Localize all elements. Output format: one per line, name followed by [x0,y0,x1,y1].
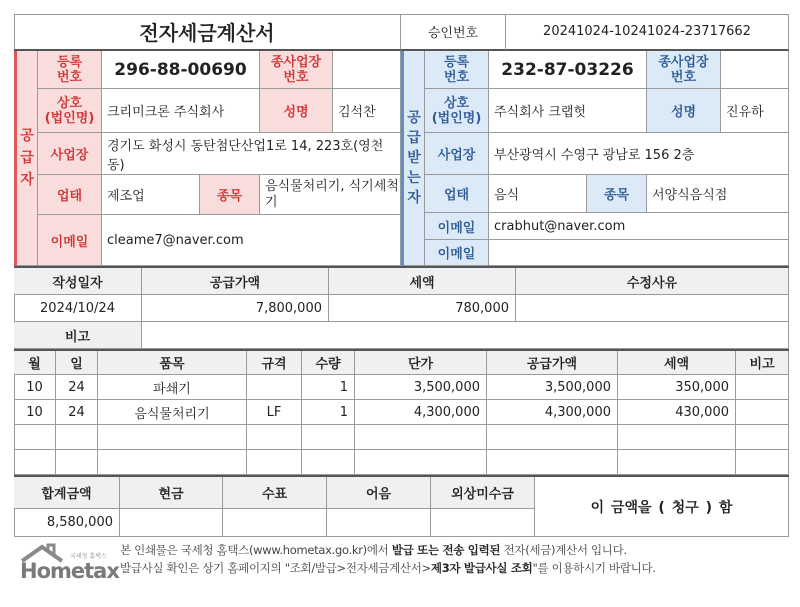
items-cell: 24 [56,375,98,400]
hometax-logo [18,541,118,585]
summary-reason [516,295,789,322]
receiver-address-label: 사업장 [425,133,489,175]
receiver-branch-label: 종사업장 번호 [647,51,721,89]
supplier-type: 제조업 [102,175,200,215]
supplier-branch-no [333,51,401,89]
totals-header-cell: 현금 [120,477,223,509]
receiver-type: 음식 [489,175,587,213]
items-header-cell: 일 [56,351,98,375]
items-cell: 4,300,000 [487,400,618,425]
supplier-address-label: 사업장 [38,133,102,175]
supplier-ceo-label: 성명 [260,89,333,133]
receiver-company: 주식회사 크랩헛 [489,89,647,133]
approval-label: 승인번호 [401,14,506,51]
section-char: 자 [407,190,421,206]
receiver-type-label: 업태 [425,175,489,213]
summary-tax-header: 세액 [329,268,516,295]
items-header-cell: 월 [14,351,56,375]
totals-value-cell: 8,580,000 [14,509,120,537]
supplier-branch-label: 종사업장 번호 [260,51,333,89]
items-cell [56,450,98,475]
items-cell [247,425,302,450]
receiver-reg-label: 등록 번호 [425,51,489,89]
summary-supply-header: 공급가액 [142,268,329,295]
receiver-email-label: 이메일 [425,213,489,240]
items-header-cell: 단가 [355,351,487,375]
section-char: 는 [407,170,421,186]
section-char: 자 [20,172,34,188]
claim-text: 이 금액을 ( 청구 ) 함 [535,477,789,537]
supplier-email-label: 이메일 [38,215,102,266]
supplier-section-label [17,51,38,266]
supplier-item: 음식물처리기, 식기세척기 [260,175,401,215]
receiver-item-label: 종목 [587,175,647,213]
section-char: 급 [20,150,34,166]
totals-value-cell [120,509,223,537]
items-cell: 10 [14,375,56,400]
receiver-branch-no [721,51,789,89]
supplier-reg-label: 등록 번호 [38,51,102,89]
section-char: 공 [20,128,34,144]
totals-header-cell: 외상미수금 [431,477,535,509]
totals-header-cell: 합계금액 [14,477,120,509]
items-cell: 3,500,000 [355,375,487,400]
totals-value-cell [327,509,431,537]
section-char: 급 [407,130,421,146]
items-cell [355,450,487,475]
supplier-reg-no: 296-88-00690 [102,51,260,89]
items-cell [487,425,618,450]
items-cell [618,450,736,475]
items-cell: 430,000 [618,400,736,425]
section-char: 공 [407,110,421,126]
footer-line-2a: 발급사실 확인은 상기 홈페이지의 "조회/발급>전자세금계산서> [120,561,431,575]
items-cell [302,425,355,450]
supplier-ceo: 김석찬 [333,89,401,133]
items-cell [302,450,355,475]
items-cell: 350,000 [618,375,736,400]
items-header-cell: 세액 [618,351,736,375]
items-cell [247,450,302,475]
items-cell [487,450,618,475]
footer-line-1 [120,542,790,558]
items-cell: 1 [302,400,355,425]
items-cell [14,450,56,475]
items-cell [618,425,736,450]
footer-line-2c: "를 이용하시기 바랍니다. [532,561,656,575]
items-cell [736,450,789,475]
footer-line-1b: 발급 또는 전송 입력된 [391,543,501,557]
summary-note [142,322,789,349]
items-cell: 4,300,000 [355,400,487,425]
items-cell [98,425,247,450]
items-cell [736,400,789,425]
items-header-cell: 수량 [302,351,355,375]
items-header-cell: 공급가액 [487,351,618,375]
footer-line-2 [120,560,790,576]
supplier-company: 크리미크론 주식회사 [102,89,260,133]
invoice-title: 전자세금계산서 [14,14,401,51]
items-cell: 파쇄기 [98,375,247,400]
receiver-email2 [489,240,789,266]
items-cell [355,425,487,450]
footer-line-1a: 본 인쇄물은 국세청 홈택스(www.hometax.go.kr)에서 [120,543,392,557]
approval-number: 20241024-10241024-23717662 [506,14,789,51]
summary-reason-header: 수정사유 [516,268,789,295]
items-header-cell: 품목 [98,351,247,375]
logo-sub-text: 국세청 홈택스 [70,553,107,560]
items-cell [98,450,247,475]
receiver-company-label: 상호 (법인명) [425,89,489,133]
items-header-cell: 비고 [736,351,789,375]
receiver-ceo: 진유하 [721,89,789,133]
summary-date-header: 작성일자 [14,268,142,295]
supplier-address: 경기도 화성시 동탄첨단산업1로 14, 223호(영천동) [102,133,401,175]
items-cell [247,375,302,400]
items-header-cell: 규격 [247,351,302,375]
supplier-email: cleame7@naver.com [102,215,401,266]
items-cell: 1 [302,375,355,400]
items-cell: 음식물처리기 [98,400,247,425]
logo-text: Hometax [20,559,119,583]
items-cell: 10 [14,400,56,425]
footer-line-1c: 전자(세금)계산서 입니다. [500,543,627,557]
totals-header-cell: 수표 [223,477,327,509]
receiver-item: 서양식음식점 [647,175,789,213]
supplier-item-label: 종목 [200,175,260,215]
receiver-address: 부산광역시 수영구 광남로 156 2층 [489,133,789,175]
footer-line-2b: 제3자 발급사실 조회 [430,561,533,575]
items-cell [736,375,789,400]
totals-value-cell [431,509,535,537]
supplier-type-label: 업태 [38,175,102,215]
receiver-email: crabhut@naver.com [489,213,789,240]
items-cell: 3,500,000 [487,375,618,400]
summary-date: 2024/10/24 [14,295,142,322]
receiver-reg-no: 232-87-03226 [489,51,647,89]
section-char: 받 [407,150,421,166]
receiver-email2-label: 이메일 [425,240,489,266]
items-cell: 24 [56,400,98,425]
items-cell [736,425,789,450]
receiver-ceo-label: 성명 [647,89,721,133]
items-cell: LF [247,400,302,425]
totals-value-cell [223,509,327,537]
items-cell [14,425,56,450]
summary-supply: 7,800,000 [142,295,329,322]
receiver-section-label [404,51,425,266]
summary-note-label: 비고 [14,322,142,349]
totals-header-cell: 어음 [327,477,431,509]
summary-tax: 780,000 [329,295,516,322]
items-cell [56,425,98,450]
supplier-company-label: 상호 (법인명) [38,89,102,133]
